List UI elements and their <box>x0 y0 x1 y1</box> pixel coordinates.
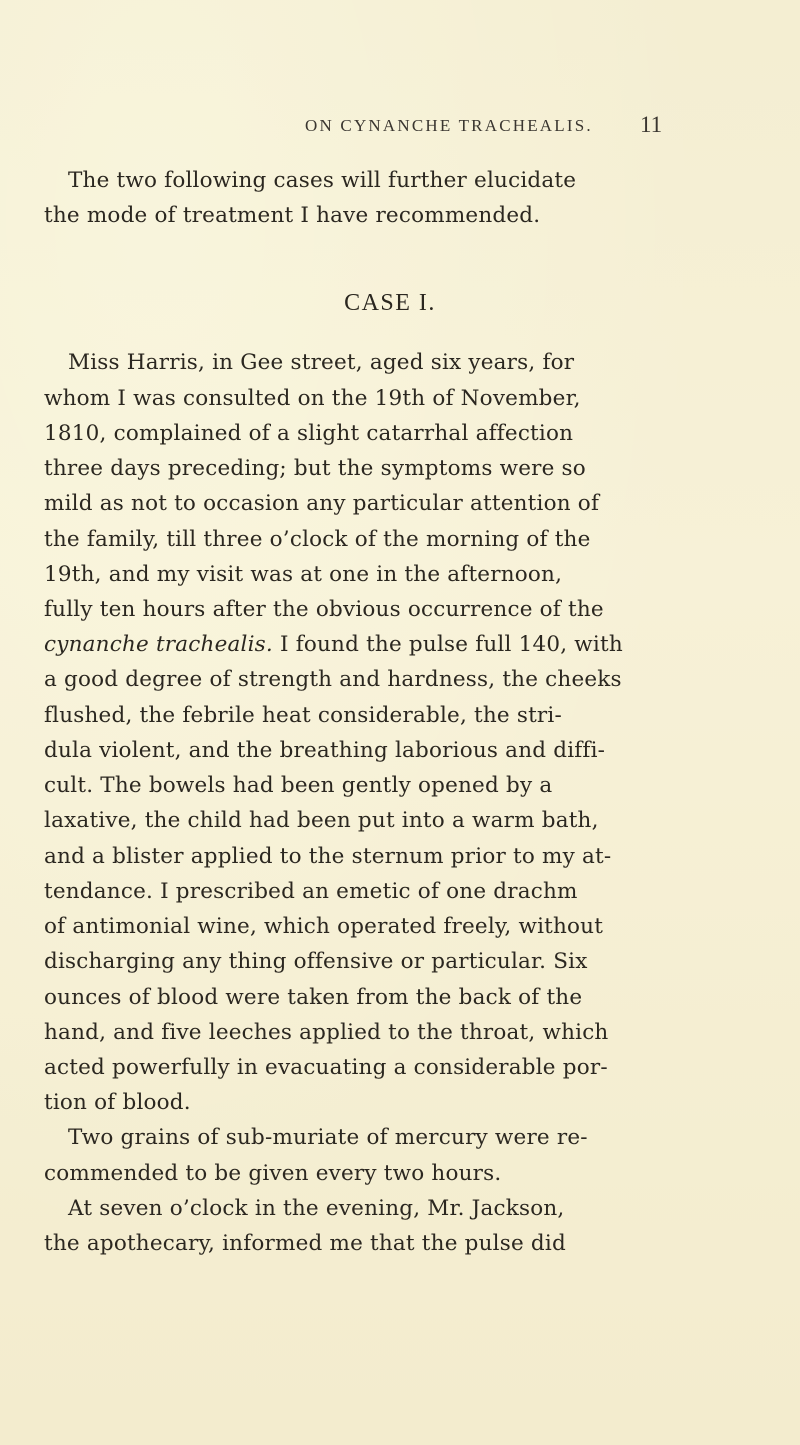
text-line: hand, and five leeches applied to the throat, which <box>44 1020 609 1045</box>
text-line: Two grains of sub-muriate of mercury were re- <box>68 1125 588 1150</box>
text-line: whom I was consulted on the 19th of November, <box>44 386 581 411</box>
text-line: acted powerfully in evacuating a considerable por- <box>44 1055 608 1080</box>
text-line: the family, till three o’clock of the morning of the <box>44 527 591 552</box>
text-line: laxative, the child had been put into a warm bath, <box>44 808 599 833</box>
text-line: tendance. I prescribed an emetic of one drachm <box>44 879 578 904</box>
text-line: discharging any thing offensive or particular. Six <box>44 949 588 974</box>
text-line: and a blister applied to the sternum prior to my at- <box>44 844 612 869</box>
text-line: tion of blood. <box>44 1090 191 1115</box>
running-head: ON CYNANCHE TRACHEALIS. <box>305 116 593 135</box>
text-span: I found the pulse full 140, with <box>272 632 623 657</box>
text-line-split <box>44 632 623 657</box>
text-line: The two following cases will further elucidate <box>68 168 577 193</box>
text-line: dula violent, and the breathing laborious and diffi- <box>44 738 606 763</box>
text-line: flushed, the febrile heat considerable, the stri- <box>44 703 562 728</box>
italic-term: cynanche trachealis. <box>44 632 273 657</box>
text-line: the mode of treatment I have recommended. <box>44 203 541 228</box>
text-line: cult. The bowels had been gently opened by a <box>44 773 553 798</box>
text-line: a good degree of strength and hardness, the cheeks <box>44 667 622 692</box>
text-line: fully ten hours after the obvious occurrence of the <box>44 597 604 622</box>
text-line: 19th, and my visit was at one in the afternoon, <box>44 562 563 587</box>
text-line: mild as not to occasion any particular attention of <box>44 491 600 516</box>
text-line: commended to be given every two hours. <box>44 1161 502 1186</box>
case-heading <box>0 290 800 317</box>
text-line: of antimonial wine, which operated freely, without <box>44 914 604 939</box>
text-line: Miss Harris, in Gee street, aged six years, for <box>68 350 575 375</box>
text-line: the apothecary, informed me that the pulse did <box>44 1231 566 1256</box>
text-line: ounces of blood were taken from the back of the <box>44 985 583 1010</box>
text-line: At seven o’clock in the evening, Mr. Jackson, <box>68 1196 565 1221</box>
page-number: 11 <box>640 112 663 137</box>
text-line: 1810, complained of a slight catarrhal affection <box>44 421 574 446</box>
text-line: three days preceding; but the symptoms were so <box>44 456 586 481</box>
page-header <box>0 112 800 146</box>
case-heading-text: CASE I. <box>344 290 436 316</box>
